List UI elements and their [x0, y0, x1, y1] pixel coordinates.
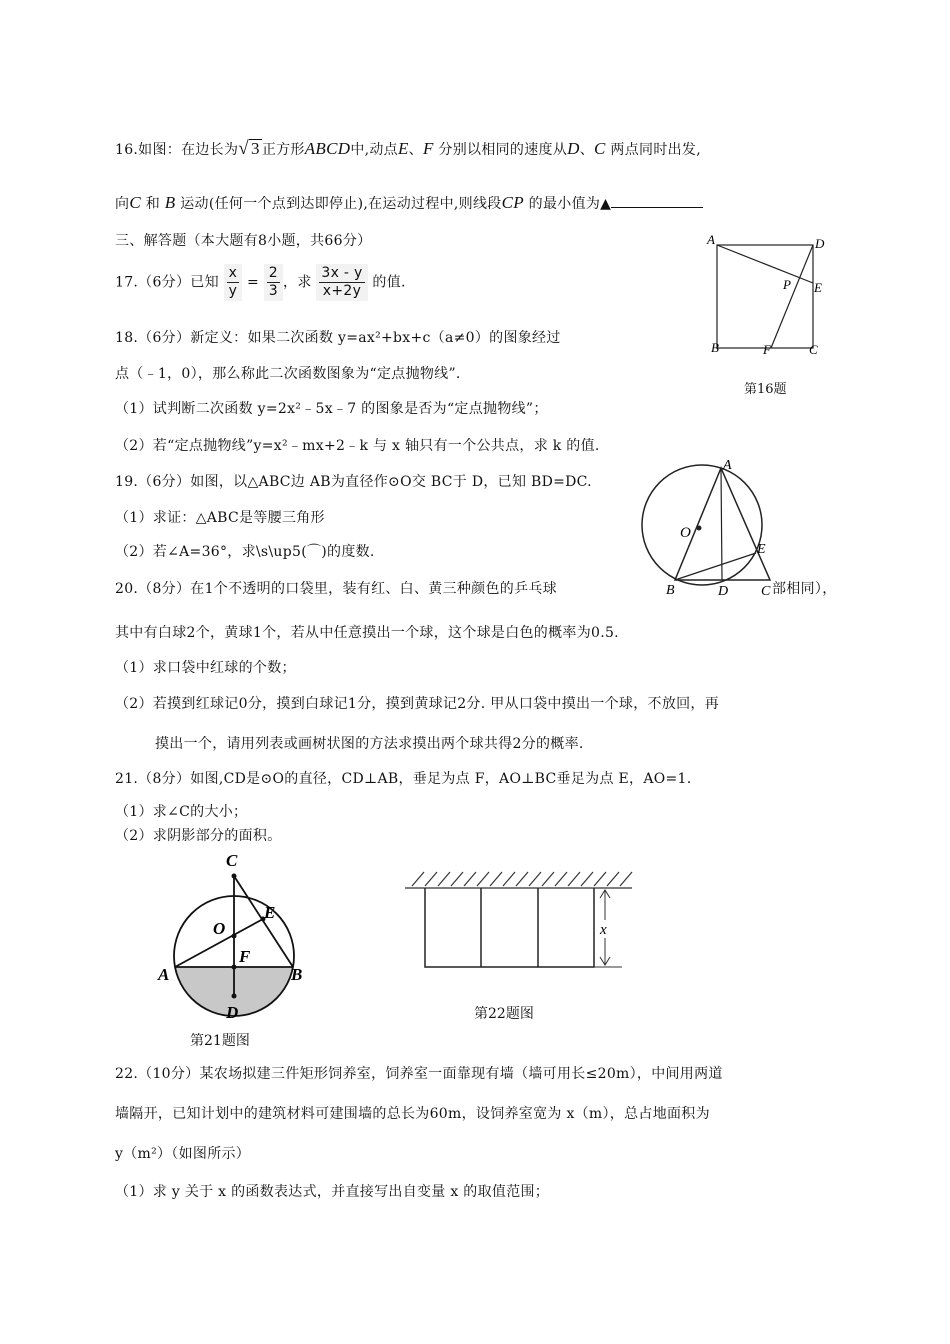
q19-part1: （1）求证：△ABC是等腰三角形	[115, 510, 325, 526]
frac2-num: 2	[268, 265, 279, 281]
q17-text-c: 的值.	[372, 274, 406, 291]
label-a: A	[723, 458, 732, 473]
answer-blank	[611, 195, 703, 208]
fraction-2-over-3	[264, 264, 283, 301]
label-d: D	[815, 236, 825, 251]
label-c: C	[761, 584, 771, 599]
q19-line1: 19.（6分）如图，以△ABC边 AB为直径作⊙O交 BC于 D，已知 BD=DC.	[115, 474, 592, 490]
label-x: x	[600, 922, 607, 938]
q17-text-b: ，求	[283, 274, 312, 291]
segment-df	[771, 245, 813, 348]
label-f: F	[239, 947, 251, 966]
label-e: E	[264, 903, 276, 922]
label-d: D	[226, 1003, 239, 1022]
segment-ae	[717, 245, 813, 283]
point-b2: B	[164, 193, 176, 212]
q21-part2: （2）求阴影部分的面积。	[115, 828, 282, 844]
point-d: D	[567, 139, 580, 158]
q22-line1: 22.（10分）某农场拟建三件矩形饲养室，饲养室一面靠现有墙（墙可用长≤20m），中间用两道	[115, 1066, 723, 1082]
q16-text-c: 中,动点	[350, 142, 398, 158]
label-o: O	[213, 919, 226, 938]
q16-l2-a: 向	[115, 196, 130, 212]
q16-figure	[705, 232, 835, 362]
q16-sep2: 、	[579, 142, 595, 158]
label-f: F	[763, 342, 771, 357]
q16-line2	[115, 193, 703, 213]
frac2-den: 3	[268, 283, 279, 299]
q18-part1: （1）试判断二次函数 y=2x²﹣5x﹣7 的图象是否为“定点抛物线”；	[115, 401, 548, 417]
frac1-den: y	[228, 283, 238, 299]
point-e: E	[397, 139, 409, 158]
label-b: B	[711, 340, 719, 355]
q20-part2a: （2）若摸到红球记0分，摸到白球记1分，摸到黄球记2分. 甲从口袋中摸出一个球，不放回，再	[115, 696, 720, 712]
square-name: ABCD	[304, 139, 351, 158]
label-a: A	[707, 232, 715, 247]
label-c: C	[226, 851, 238, 870]
q20-part2b: 摸出一个，请用列表或画树状图的方法求摸出两个球共得2分的概率.	[155, 736, 584, 752]
square-abcd	[717, 245, 813, 348]
q22-line2: 墙隔开，已知计划中的建筑材料可建围墙的总长为60m，设饲养室宽为 x（m），总占地面积为	[115, 1106, 710, 1122]
section-title: 三、解答题（本大题有8小题，共66分）	[115, 233, 372, 249]
q16-l2-b: 和	[145, 196, 161, 212]
triangle-abc	[675, 468, 770, 580]
q21-part1: （1）求∠C的大小；	[115, 804, 248, 820]
q17-equals: =	[247, 274, 260, 291]
point-f: F	[422, 139, 434, 158]
q16-sep1: 、	[408, 142, 423, 158]
q22-line3: y（m²）（如图所示）	[115, 1146, 251, 1162]
q21-figure	[150, 846, 320, 1021]
q18-line2: 点（﹣1，0），那么称此二次函数图象为“定点抛物线”.	[115, 366, 461, 382]
frac1-num: x	[228, 265, 238, 281]
q20-line2: 其中有白球2个，黄球1个，若从中任意摸出一个球，这个球是白色的概率为0.5.	[115, 625, 619, 641]
q17-line	[115, 264, 406, 301]
q20-line1a: 20.（8分）在1个不透明的口袋里，装有红、白、黄三种颜色的乒乓球	[115, 581, 557, 597]
enclosure-outline	[425, 888, 594, 967]
label-b: B	[291, 965, 303, 984]
q18-part2: （2）若“定点抛物线”y=x²﹣mx+2﹣k 与 x 轴只有一个公共点，求 k 的值.	[115, 438, 600, 454]
fraction-x-over-y	[224, 264, 243, 301]
segment-ad	[721, 468, 722, 580]
label-e: E	[757, 542, 766, 557]
label-b: B	[666, 583, 675, 598]
q16-text: 16.如图：在边长为	[115, 142, 239, 158]
label-a: A	[158, 965, 170, 984]
fraction-expression	[316, 264, 367, 301]
circle-o	[642, 465, 762, 585]
q16-text-b: 正方形	[261, 142, 305, 158]
q16-line1: 16.如图：在边长为√ 3 正方形ABCD中,动点E、F 分别以相同的速度从D、C 两点同时出发,	[115, 138, 701, 159]
center-dot	[697, 526, 702, 531]
q16-text-e: 两点同时出发,	[610, 142, 701, 158]
label-d: D	[718, 584, 729, 599]
q20-line1b: 部相同），	[772, 581, 837, 597]
label-o: O	[680, 525, 691, 541]
q22-figure	[400, 868, 640, 978]
q21-line1: 21.（8分）如图,CD是⊙O的直径，CD⊥AB，垂足为点 F，AO⊥BC垂足为点 E，AO=1.	[115, 771, 692, 787]
q19-part2: （2）若∠A=36°，求\s\up5(⌒)的度数.	[115, 544, 375, 560]
point-c: C	[594, 139, 606, 158]
q18-line1: 18.（6分）新定义：如果二次函数 y=ax²+bx+c（a≠0）的图象经过	[115, 330, 561, 346]
q20-part1: （1）求口袋中红球的个数；	[115, 660, 296, 676]
segment-be	[675, 553, 756, 580]
sqrt-value: 3	[251, 139, 260, 158]
q21-caption: 第21题图	[190, 1033, 250, 1049]
q17-text-a: 17.（6分）已知	[115, 274, 219, 291]
q16-caption: 第16题	[744, 382, 787, 397]
q16-l2-e: 的最小值为▲	[528, 196, 612, 212]
q19-figure	[635, 457, 785, 597]
label-p: P	[783, 277, 791, 292]
point-c2: C	[129, 193, 141, 212]
q16-text-d: 分别以相同的速度从	[438, 142, 568, 158]
q22-caption: 第22题图	[474, 1006, 534, 1022]
frac3-den: x+2y	[322, 283, 362, 299]
q22-part1: （1）求 y 关于 x 的函数表达式，并直接写出自变量 x 的取值范围；	[115, 1184, 550, 1200]
segment-cp: CP	[501, 193, 524, 212]
label-c: C	[809, 342, 818, 357]
label-e: E	[814, 280, 822, 295]
q16-l2-d: 运动(任何一个点到达即停止),在运动过程中,则线段	[180, 196, 502, 212]
frac3-num: 3x - y	[321, 265, 363, 281]
